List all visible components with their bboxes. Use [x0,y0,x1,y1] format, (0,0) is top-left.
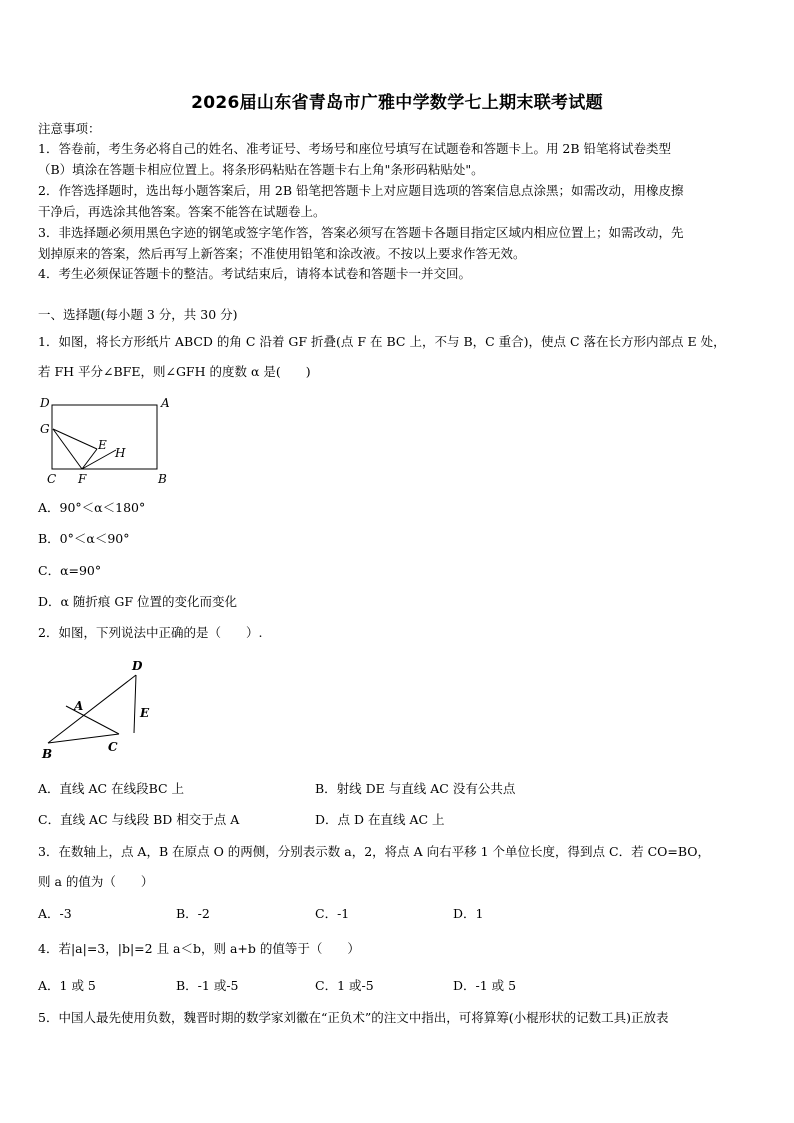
q1-label-d: D [40,396,50,410]
q2-option-d[interactable]: D．点 D 在直线 AC 上 [315,812,445,827]
notice-line: 2．作答选择题时，选出每小题答案后，用 2B 铅笔把答题卡上对应题目选项的答案信息点涂黑；如需改动，用橡皮擦 [38,183,684,198]
notice-line: 划掉原来的答案，然后再写上新答案；不准使用铅笔和涂改液。不按以上要求作答无效。 [38,246,526,261]
notice-line: 干净后，再选涂其他答案。答案不能答在试题卷上。 [38,204,326,219]
q1-label-c: C [47,472,57,486]
q2-label-b: B [42,747,53,761]
q1-label-b: B [158,472,167,486]
q1-option-a[interactable]: A．90°＜α＜180° [38,500,146,515]
q1-label-h: H [115,446,126,460]
notice-line: 4．考生必须保证答题卡的整洁。考试结束后，请将本试卷和答题卡一并交回。 [38,266,471,281]
q4-option-c[interactable]: C．1 或-5 [315,978,374,993]
notice-line: （B）填涂在答题卡相应位置上。将条形码粘贴在答题卡右上角"条形码粘贴处"。 [38,162,484,177]
q4-stem: 4．若|a|=3，|b|=2 且 a＜b，则 a+b 的值等于（ ） [38,941,360,956]
q2-option-c[interactable]: C．直线 AC 与线段 BD 相交于点 A [38,812,240,827]
q3-stem-line: 则 a 的值为（ ） [38,874,154,889]
q3-option-d[interactable]: D．1 [453,906,484,921]
q1-label-e: E [98,438,107,452]
q1-label-a: A [161,396,170,410]
q2-label-c: C [108,740,118,754]
q2-option-b[interactable]: B．射线 DE 与直线 AC 没有公共点 [315,781,516,796]
notice-heading: 注意事项： [38,121,101,136]
q2-figure [36,655,166,765]
notice-line: 1．答卷前，考生务必将自己的姓名、准考证号、考场号和座位号填写在试题卷和答题卡上。用 2B 铅笔将试卷类型 [38,141,672,156]
q5-stem-line: 5．中国人最先使用负数，魏晋时期的数学家刘徽在“正负术”的注文中指出，可将算筹(小棍形状的记数工具)正放表 [38,1010,669,1025]
section-heading: 一、选择题(每小题 3 分，共 30 分) [38,307,238,322]
q3-option-a[interactable]: A．-3 [38,906,72,921]
q1-stem-line: 若 FH 平分∠BFE，则∠GFH 的度数 α 是( ) [38,364,311,379]
q2-label-d: D [132,659,143,673]
q2-option-a[interactable]: A．直线 AC 在线段BC 上 [38,781,185,796]
q3-stem-line: 3．在数轴上，点 A，B 在原点 O 的两侧，分别表示数 a，2，将点 A 向右平移 1 个单位长度，得到点 C．若 CO=BO， [38,844,711,859]
q4-option-a[interactable]: A．1 或 5 [38,978,96,993]
page-title: 2026届山东省青岛市广雅中学数学七上期末联考试题 [191,93,603,113]
q1-figure [36,393,186,488]
q2-label-a: A [74,699,84,713]
q4-option-b[interactable]: B．-1 或-5 [176,978,239,993]
q3-option-b[interactable]: B．-2 [176,906,210,921]
q1-option-d[interactable]: D．α 随折痕 GF 位置的变化而变化 [38,594,238,609]
q3-option-c[interactable]: C．-1 [315,906,350,921]
q2-stem: 2．如图，下列说法中正确的是（ ）. [38,625,263,640]
q1-label-f: F [78,472,87,486]
q1-option-b[interactable]: B．0°＜α＜90° [38,531,130,546]
q2-label-e: E [140,706,150,720]
q1-stem-line: 1．如图，将长方形纸片 ABCD 的角 C 沿着 GF 折叠(点 F 在 BC 上，不与 B，C 重合)，使点 C 落在长方形内部点 E 处， [38,334,726,349]
q1-label-g: G [40,422,50,436]
notice-line: 3．非选择题必须用黑色字迹的钢笔或签字笔作答，答案必须写在答题卡各题目指定区域内相应位置上；如需改动，先 [38,225,684,240]
q4-option-d[interactable]: D．-1 或 5 [453,978,517,993]
q1-option-c[interactable]: C．α=90° [38,563,102,578]
